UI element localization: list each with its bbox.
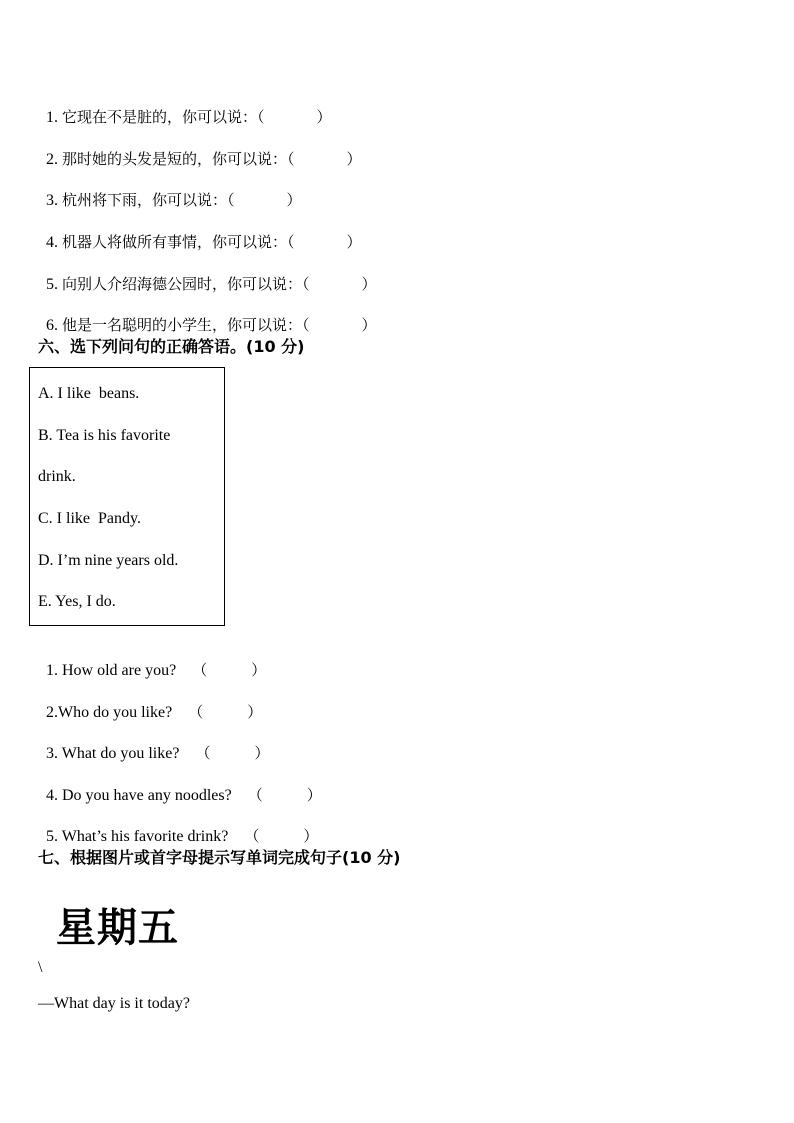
question-5: [38, 806, 318, 847]
options-box: [29, 367, 225, 626]
section7-heading: 七、根据图片或首字母提示写单词完成句子(10 分): [38, 848, 401, 867]
close-paren: ）: [286, 191, 302, 209]
section5-item-5: [38, 254, 377, 295]
section5-item-2: [38, 129, 362, 170]
item-number: 5.: [46, 276, 58, 293]
item-number: 4.: [46, 234, 58, 251]
open-paren: （: [195, 744, 211, 762]
item-text: 那时她的头发是短的，你可以说：（: [62, 150, 295, 168]
friday-picture: 星期五: [56, 905, 179, 951]
question-3: [38, 723, 269, 764]
option-b-continued: drink.: [38, 468, 76, 485]
close-paren: ）: [251, 661, 267, 679]
section5-item-4: [38, 212, 362, 253]
section5-item-3: [38, 170, 302, 211]
item-text: 杭州将下雨，你可以说：（: [62, 191, 235, 209]
section6-heading: 六、选下列问句的正确答语。(10 分): [38, 337, 305, 356]
item-text: 它现在不是脏的，你可以说：（: [62, 108, 265, 126]
option-c: C. I like Pandy.: [38, 510, 141, 527]
item-text: 向别人介绍海德公园时，你可以说：（: [62, 275, 310, 293]
item-number: 1.: [46, 109, 58, 126]
close-paren: ）: [316, 108, 332, 126]
open-paren: （: [247, 786, 263, 804]
open-paren: （: [244, 827, 260, 845]
option-b: B. Tea is his favorite: [38, 427, 171, 444]
section5-item-6: [38, 295, 377, 336]
question-4: [38, 765, 322, 806]
item-number: 2.: [46, 151, 58, 168]
section7-question: —What day is it today?: [38, 995, 190, 1012]
question-text: 4. Do you have any noodles?: [46, 787, 232, 804]
backslash-mark: \: [38, 959, 43, 976]
item-text: 机器人将做所有事情，你可以说：（: [62, 233, 295, 251]
close-paren: ）: [303, 827, 319, 845]
open-paren: （: [192, 661, 208, 679]
close-paren: ）: [247, 703, 263, 721]
option-d: D. I’m nine years old.: [38, 552, 179, 569]
question-text: 2.Who do you like?: [46, 704, 173, 721]
option-a: A. I like beans.: [38, 385, 140, 402]
close-paren: ）: [346, 150, 362, 168]
question-text: 3. What do you like?: [46, 745, 180, 762]
close-paren: ）: [346, 233, 362, 251]
question-text: 1. How old are you?: [46, 662, 177, 679]
question-1: [38, 640, 266, 681]
option-e: E. Yes, I do.: [38, 593, 116, 610]
question-2: [38, 682, 262, 723]
close-paren: ）: [361, 275, 377, 293]
item-text: 他是一名聪明的小学生，你可以说：（: [62, 316, 310, 334]
item-number: 3.: [46, 192, 58, 209]
open-paren: （: [188, 703, 204, 721]
close-paren: ）: [306, 786, 322, 804]
close-paren: ）: [254, 744, 270, 762]
question-text: 5. What’s his favorite drink?: [46, 828, 229, 845]
close-paren: ）: [361, 316, 377, 334]
section5-item-1: [38, 87, 332, 128]
item-number: 6.: [46, 317, 58, 334]
